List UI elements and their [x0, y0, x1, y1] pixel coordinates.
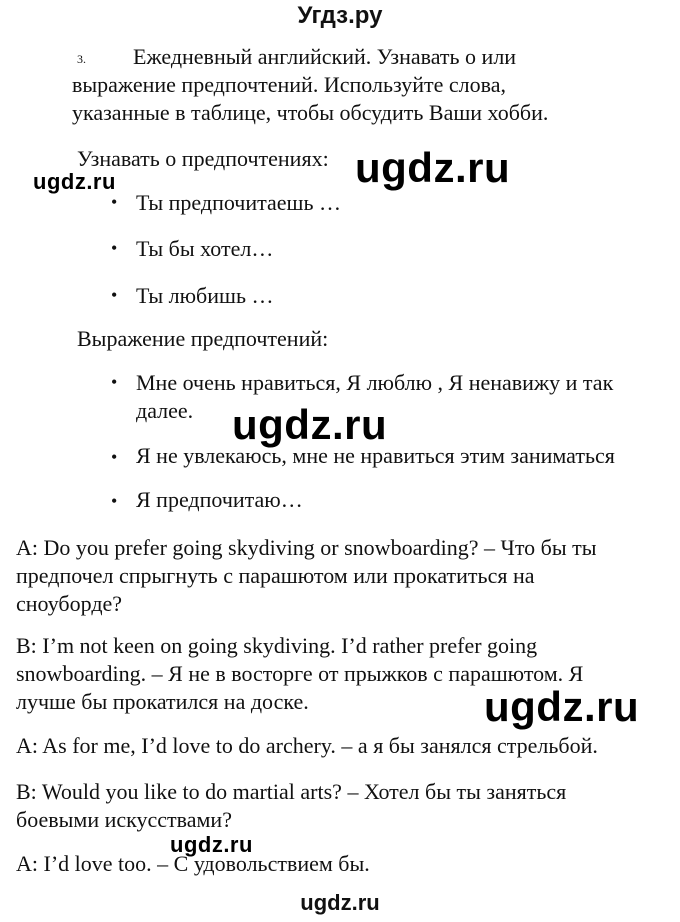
intro-line: указанные в таблице, чтобы обсудить Ваши хобби.: [72, 100, 549, 125]
list-item: Ты предпочитаешь …: [136, 190, 341, 215]
dialogue-line: A: As for me, I’d love to do archery. – а я бы занялся стрельбой.: [16, 733, 598, 758]
list-item: Мне очень нравиться, Я люблю , Я ненавижу и так: [136, 370, 614, 395]
bullet: •: [111, 447, 118, 467]
dialogue-line: B: Would you like to do martial arts? – Хотел бы ты заняться: [16, 779, 567, 804]
watermark: ugdz.ru: [170, 832, 253, 857]
dialogue-line: snowboarding. – Я не в восторге от прыжков с парашютом. Я: [16, 661, 584, 686]
watermark: ugdz.ru: [355, 144, 511, 191]
task-number: 3.: [77, 52, 86, 66]
watermark: ugdz.ru: [33, 169, 116, 194]
watermark: ugdz.ru: [484, 683, 640, 730]
dialogue-line: A: I’d love too. – С удовольствием бы.: [16, 851, 370, 876]
list-item: Я не увлекаюсь, мне не нравиться этим заниматься: [136, 443, 615, 468]
list-item: далее.: [136, 398, 194, 423]
bullet: •: [111, 285, 118, 305]
list-item: Ты бы хотел…: [136, 236, 274, 261]
bullet: •: [111, 372, 118, 392]
dialogue-line: A: Do you prefer going skydiving or snowboarding? – Что бы ты: [16, 535, 597, 560]
dialogue-line: лучше бы прокатился на доске.: [16, 689, 309, 714]
bullet: •: [111, 192, 118, 212]
intro-line: Ежедневный английский. Узнавать о или: [133, 44, 517, 69]
dialogue-line: сноуборде?: [16, 591, 123, 616]
dialogue-line: B: I’m not keen on going skydiving. I’d rather prefer going: [16, 633, 538, 658]
site-header: Угдз.ру: [297, 2, 383, 29]
intro-line: выражение предпочтений. Используйте слова,: [72, 72, 506, 97]
dialogue-line: предпочел спрыгнуть с парашютом или прокатиться на: [16, 563, 535, 588]
watermark: ugdz.ru: [232, 401, 388, 448]
list-item: Я предпочитаю…: [136, 487, 303, 512]
bullet: •: [111, 491, 118, 511]
dialogue-line: боевыми искусствами?: [16, 807, 232, 832]
list-item: Ты любишь …: [136, 283, 274, 308]
section-title: Выражение предпочтений:: [77, 326, 329, 351]
bullet: •: [111, 238, 118, 258]
site-footer: ugdz.ru: [300, 890, 380, 915]
section-title: Узнавать о предпочтениях:: [77, 146, 329, 171]
